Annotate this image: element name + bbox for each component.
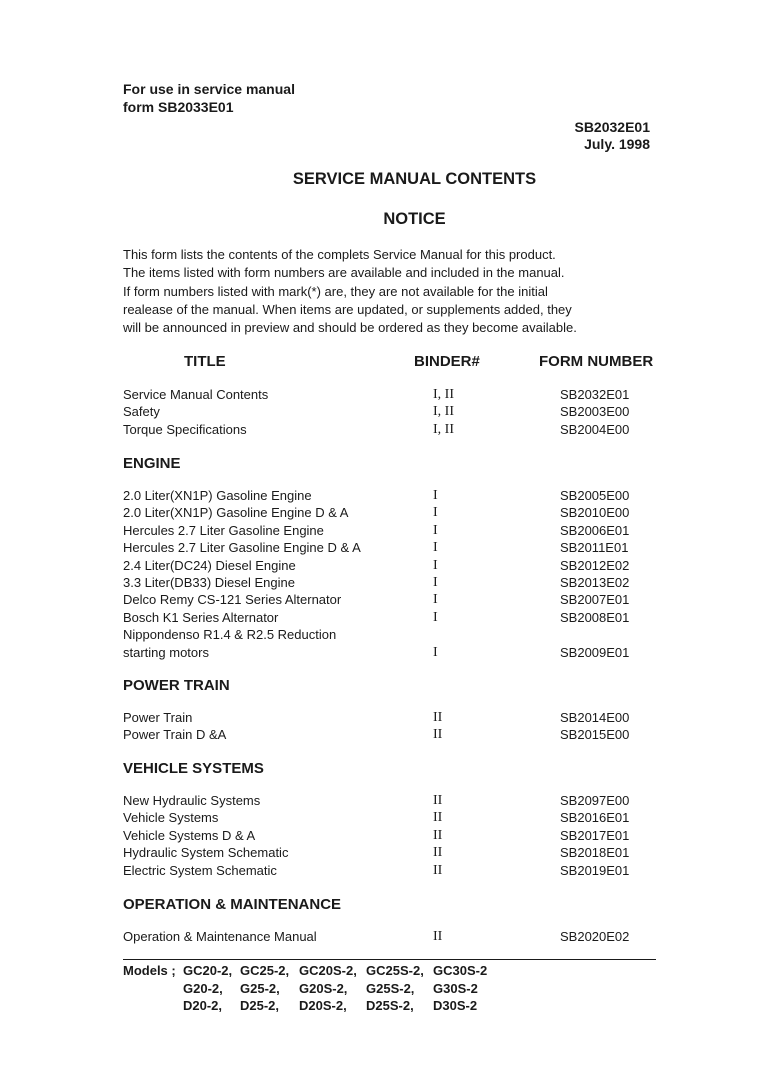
item-binder: I xyxy=(433,540,438,556)
list-item xyxy=(0,575,771,592)
column-header-form-number: FORM NUMBER xyxy=(539,353,654,370)
item-form-number: SB2016E01 xyxy=(560,810,630,826)
item-form-number: SB2009E01 xyxy=(560,644,630,660)
item-binder: II xyxy=(433,862,443,878)
page-title: SERVICE MANUAL CONTENTS xyxy=(292,170,537,188)
item-binder: I, II xyxy=(433,421,454,437)
item-title: Delco Remy CS-121 Series Alternator xyxy=(123,592,342,608)
notice-line: The items listed with form numbers are available and included in the manual. xyxy=(123,265,565,281)
item-form-number: SB2019E01 xyxy=(560,862,630,878)
list-item xyxy=(0,505,771,522)
list-item xyxy=(0,404,771,421)
list-item xyxy=(0,710,771,727)
model-code: GC20-2, xyxy=(183,963,233,978)
item-form-number: SB2020E02 xyxy=(560,929,630,944)
item-title: Nippondenso R1.4 & R2.5 Reduction xyxy=(123,627,337,643)
list-item xyxy=(0,793,771,810)
list-item xyxy=(0,387,771,404)
list-item xyxy=(0,540,771,557)
item-form-number: SB2011E01 xyxy=(560,540,629,556)
item-binder: I xyxy=(433,505,438,521)
item-binder: I xyxy=(433,522,438,538)
list-item xyxy=(0,863,771,880)
item-form-number: SB2006E01 xyxy=(560,522,630,538)
list-item xyxy=(0,929,771,946)
model-code: GC20S-2, xyxy=(299,963,357,978)
list-item xyxy=(0,810,771,827)
models-label: Models ; xyxy=(123,963,176,978)
item-binder: I, II xyxy=(433,387,454,402)
form-id: SB2032E01 xyxy=(574,119,650,135)
item-binder: I xyxy=(433,488,438,503)
model-code: D20-2, xyxy=(183,998,223,1013)
bottom-rule xyxy=(123,959,656,960)
item-form-number: SB2097E00 xyxy=(560,793,630,808)
item-binder: II xyxy=(433,827,443,843)
item-title: Bosch K1 Series Alternator xyxy=(123,609,279,625)
list-item xyxy=(0,523,771,540)
model-code: D25S-2, xyxy=(366,998,414,1013)
section-heading: ENGINE xyxy=(123,455,181,472)
item-form-number: SB2032E01 xyxy=(560,387,630,402)
model-code: G25-2, xyxy=(240,981,280,996)
item-binder: II xyxy=(433,710,443,725)
item-title: 2.0 Liter(XN1P) Gasoline Engine D & A xyxy=(123,505,349,521)
model-code: D30S-2 xyxy=(433,998,478,1013)
column-header-binder: BINDER# xyxy=(414,353,480,370)
item-form-number: SB2015E00 xyxy=(560,727,630,743)
list-item xyxy=(0,845,771,862)
list-item xyxy=(0,488,771,505)
item-title: Operation & Maintenance Manual xyxy=(123,929,317,944)
item-form-number: SB2013E02 xyxy=(560,575,630,590)
model-code: GC25S-2, xyxy=(366,963,424,978)
usage-note-line1: For use in service manual xyxy=(123,81,295,97)
model-code: GC25-2, xyxy=(240,963,290,978)
item-title: Torque Specifications xyxy=(123,421,247,437)
item-form-number: SB2007E01 xyxy=(560,592,630,608)
usage-note-line2: form SB2033E01 xyxy=(123,99,234,115)
item-binder: I xyxy=(433,557,438,573)
item-binder: II xyxy=(433,727,443,743)
item-binder: II xyxy=(433,793,443,808)
item-binder: II xyxy=(433,929,443,944)
list-item xyxy=(0,627,771,644)
item-binder: I xyxy=(433,644,438,660)
model-code: D20S-2, xyxy=(299,998,347,1013)
item-form-number: SB2010E00 xyxy=(560,505,630,521)
item-title: 3.3 Liter(DB33) Diesel Engine xyxy=(123,575,295,590)
item-form-number: SB2005E00 xyxy=(560,488,630,503)
notice-heading: NOTICE xyxy=(383,210,446,228)
item-form-number: SB2012E02 xyxy=(560,557,630,573)
item-form-number: SB2014E00 xyxy=(560,710,630,725)
item-binder: II xyxy=(433,845,443,861)
item-binder: I xyxy=(433,609,438,625)
item-title: Electric System Schematic xyxy=(123,862,277,878)
list-item xyxy=(0,727,771,744)
model-code: D25-2, xyxy=(240,998,280,1013)
item-form-number: SB2003E00 xyxy=(560,404,630,420)
section-heading: POWER TRAIN xyxy=(123,677,230,694)
item-title: Vehicle Systems D & A xyxy=(123,827,256,843)
list-item xyxy=(0,558,771,575)
item-form-number: SB2018E01 xyxy=(560,845,630,861)
notice-line: This form lists the contents of the complets Service Manual for this product. xyxy=(123,247,556,262)
list-item xyxy=(0,422,771,439)
item-form-number: SB2017E01 xyxy=(560,827,630,843)
column-header-title: TITLE xyxy=(184,353,226,370)
model-code: G25S-2, xyxy=(366,981,415,996)
model-code: G30S-2 xyxy=(433,981,478,996)
notice-line: realease of the manual. When items are updated, or supplements added, they xyxy=(123,301,572,317)
item-binder: I, II xyxy=(433,404,454,420)
item-binder: I xyxy=(433,575,438,590)
item-title: New Hydraulic Systems xyxy=(123,793,261,808)
issue-date: July. 1998 xyxy=(584,136,650,152)
item-binder: I xyxy=(433,592,438,608)
section-heading: VEHICLE SYSTEMS xyxy=(123,760,264,777)
item-binder: II xyxy=(433,810,443,826)
item-title: Hercules 2.7 Liter Gasoline Engine D & A xyxy=(123,540,361,556)
item-form-number: SB2004E00 xyxy=(560,421,630,437)
item-title: Service Manual Contents xyxy=(123,387,269,402)
list-item xyxy=(0,828,771,845)
list-item xyxy=(0,645,771,662)
notice-line: will be announced in preview and should be ordered as they become available. xyxy=(123,320,577,336)
item-form-number: SB2008E01 xyxy=(560,609,630,625)
item-title: Power Train xyxy=(123,710,193,725)
model-code: G20-2, xyxy=(183,981,223,996)
item-title: 2.4 Liter(DC24) Diesel Engine xyxy=(123,557,296,573)
item-title: Safety xyxy=(123,404,160,420)
item-title: starting motors xyxy=(123,644,209,660)
item-title: Vehicle Systems xyxy=(123,810,219,826)
list-item xyxy=(0,592,771,609)
item-title: Hercules 2.7 Liter Gasoline Engine xyxy=(123,522,324,538)
item-title: Power Train D &A xyxy=(123,727,227,743)
notice-paragraph xyxy=(123,246,643,337)
item-title: Hydraulic System Schematic xyxy=(123,845,289,861)
model-code: G20S-2, xyxy=(299,981,348,996)
section-heading: OPERATION & MAINTENANCE xyxy=(123,896,342,913)
model-code: GC30S-2 xyxy=(433,963,488,978)
list-item xyxy=(0,610,771,627)
notice-line: If form numbers listed with mark(*) are, they are not available for the initial xyxy=(123,283,548,299)
item-title: 2.0 Liter(XN1P) Gasoline Engine xyxy=(123,488,312,503)
